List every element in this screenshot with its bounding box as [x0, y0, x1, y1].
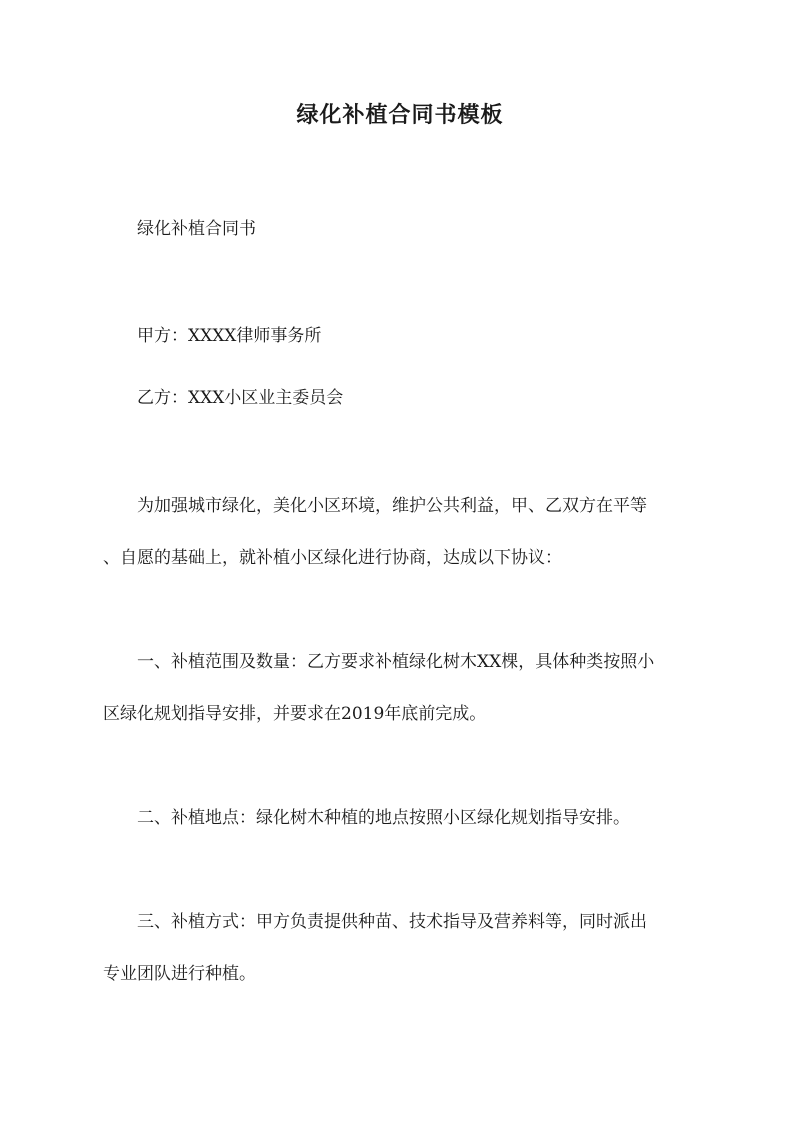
contract-subtitle: 绿化补植合同书 — [137, 219, 256, 239]
intro-line-2: 、自愿的基础上，就补植小区绿化进行协商，达成以下协议： — [103, 548, 562, 568]
clause-3-line-2: 专业团队进行种植。 — [103, 964, 256, 984]
party-b: 乙方：XXX小区业主委员会 — [137, 388, 344, 408]
clause-1-line-1: 一、补植范围及数量：乙方要求补植绿化树木XX棵，具体种类按照小 — [137, 652, 655, 672]
intro-line-1: 为加强城市绿化，美化小区环境，维护公共利益，甲、乙双方在平等 — [137, 496, 647, 516]
document-title: 绿化补植合同书模板 — [296, 102, 504, 128]
clause-1-line-2: 区绿化规划指导安排，并要求在2019年底前完成。 — [103, 704, 487, 724]
clause-2-line-1: 二、补植地点：绿化树木种植的地点按照小区绿化规划指导安排。 — [137, 808, 630, 828]
party-a: 甲方：XXXX律师事务所 — [137, 326, 322, 346]
clause-3-line-1: 三、补植方式：甲方负责提供种苗、技术指导及营养料等，同时派出 — [137, 912, 647, 932]
